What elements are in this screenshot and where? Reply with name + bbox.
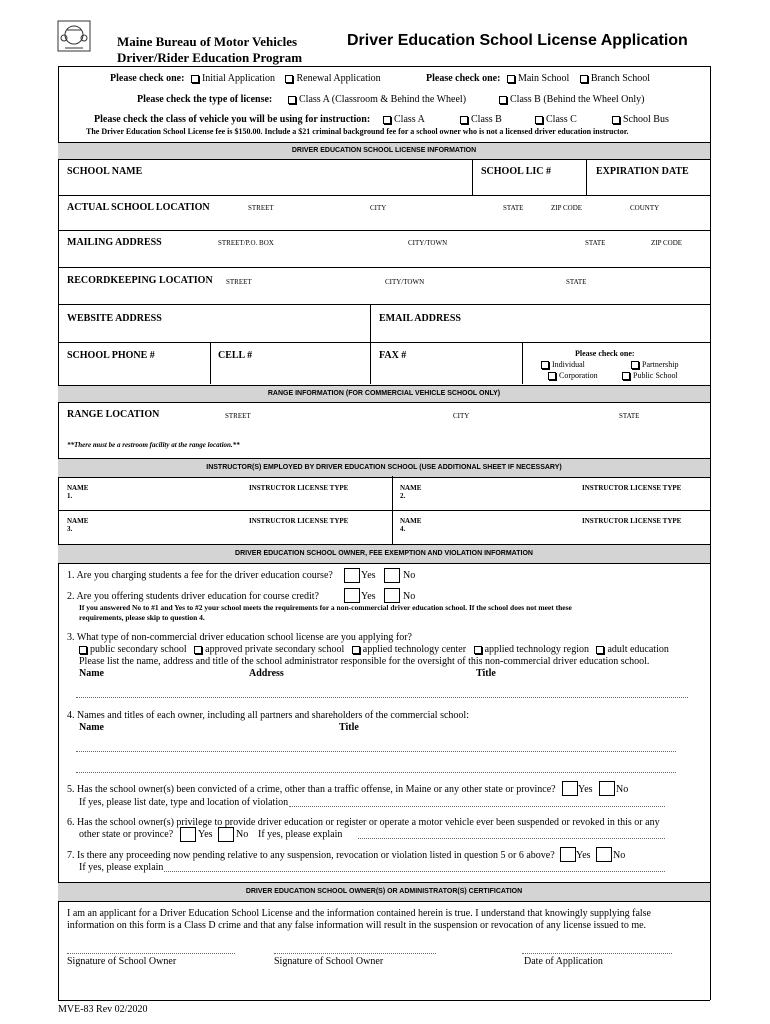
- class-b-type-label: Class B (Behind the Wheel Only): [510, 94, 645, 105]
- form-id: MVE-83 Rev 02/2020: [58, 1004, 148, 1015]
- q7-explain-line[interactable]: [164, 871, 665, 872]
- school-lic-label: SCHOOL LIC #: [481, 166, 552, 177]
- instructor-3-license-label: INSTRUCTOR LICENSE TYPE: [249, 517, 349, 525]
- q7-no-checkbox[interactable]: [596, 847, 612, 862]
- question-3: 3. What type of non-commercial driver education school license are you applying for?: [67, 632, 412, 643]
- q3-option-4: applied technology region: [484, 644, 589, 655]
- program-name: Driver/Rider Education Program: [117, 50, 303, 65]
- partnership-checkbox[interactable]: [631, 361, 639, 369]
- renewal-application-checkbox[interactable]: [285, 75, 293, 83]
- recordkeeping-field[interactable]: [58, 268, 710, 304]
- mailing-address-field[interactable]: [58, 231, 710, 267]
- q6-explain-line[interactable]: [358, 838, 665, 839]
- adult-education-checkbox[interactable]: [596, 646, 604, 654]
- signature-label-1: Signature of School Owner: [67, 956, 177, 967]
- q4-title-label: Title: [339, 722, 359, 733]
- q3-option-5: adult education: [607, 644, 669, 655]
- question-5: 5. Has the school owner(s) been convicted of a crime, other than a traffic offense, in Maine or any other state or province?: [67, 784, 556, 795]
- q7-if-yes-label: If yes, please explain: [79, 862, 164, 873]
- q5-no-label: No: [616, 784, 629, 795]
- q2-note-line-1: If you answered No to #1 and Yes to #2 your school meets the requirements for a non-commercial driver education school. If the school does not meet these: [79, 603, 572, 612]
- question-6-line-2: other state or province?: [79, 829, 174, 840]
- question-1: 1. Are you charging students a fee for the driver education course?: [67, 570, 333, 581]
- instructor-4-number: 4.: [400, 525, 406, 533]
- school-phone-label: SCHOOL PHONE #: [67, 350, 155, 361]
- range-location-label: RANGE LOCATION: [67, 409, 160, 420]
- cell-label: CELL #: [218, 350, 253, 361]
- q2-no-checkbox[interactable]: [384, 588, 400, 603]
- q3-options: [79, 644, 669, 655]
- main-school-checkbox[interactable]: [507, 75, 515, 83]
- main-school-label: Main School: [517, 73, 570, 84]
- q6-yes-label: Yes: [198, 829, 213, 840]
- instructors-header: INSTRUCTOR(S) EMPLOYED BY DRIVER EDUCATION SCHOOL (USE ADDITIONAL SHEET IF NECESSARY): [58, 458, 710, 478]
- actual-location-field[interactable]: [58, 196, 710, 230]
- school-name-label: SCHOOL NAME: [67, 166, 143, 177]
- fax-label: FAX #: [379, 350, 407, 361]
- q4-owner-line-1[interactable]: [76, 751, 676, 752]
- public-school-label: Public School: [633, 371, 678, 380]
- actual-street-label: STREET: [248, 204, 274, 212]
- email-field[interactable]: [371, 305, 710, 342]
- mailing-address-label: MAILING ADDRESS: [67, 237, 162, 248]
- actual-city-label: CITY: [370, 204, 387, 212]
- agency-name: Maine Bureau of Motor Vehicles: [117, 34, 298, 49]
- actual-location-label: ACTUAL SCHOOL LOCATION: [67, 202, 210, 213]
- license-type-row: [137, 94, 272, 105]
- owner-signature-line-2[interactable]: [274, 953, 436, 954]
- record-city-label: CITY/TOWN: [385, 278, 425, 286]
- check-one-label-2: Please check one:: [426, 73, 501, 84]
- q3-administrator-line[interactable]: [76, 697, 688, 698]
- instructor-1-license-label: INSTRUCTOR LICENSE TYPE: [249, 484, 349, 492]
- class-a-type-label: Class A (Classroom & Behind the Wheel): [299, 94, 467, 105]
- instructor-2-license-label: INSTRUCTOR LICENSE TYPE: [582, 484, 682, 492]
- website-field[interactable]: [58, 305, 370, 342]
- applied-tech-region-checkbox[interactable]: [474, 646, 482, 654]
- q1-yes-checkbox[interactable]: [344, 568, 360, 583]
- class-c-label: Class C: [546, 114, 577, 125]
- actual-county-label: COUNTY: [630, 204, 660, 212]
- ownership-check-one-label: Please check one:: [575, 349, 635, 358]
- certification-header: DRIVER EDUCATION SCHOOL OWNER(S) OR ADMINISTRATOR(S) CERTIFICATION: [58, 882, 710, 902]
- class-b-label: Class B: [471, 114, 502, 125]
- instructor-4-name-label: NAME: [400, 517, 422, 525]
- q5-if-yes-label: If yes, please list date, type and location of violation: [79, 797, 289, 808]
- public-school-checkbox[interactable]: [622, 372, 630, 380]
- owner-signature-line-1[interactable]: [67, 953, 235, 954]
- check-one-label: Please check one:: [110, 73, 185, 84]
- initial-application-checkbox[interactable]: [191, 75, 199, 83]
- recordkeeping-label: RECORDKEEPING LOCATION: [67, 275, 213, 286]
- q3-option-1: public secondary school: [90, 644, 187, 655]
- instructor-4-license-label: INSTRUCTOR LICENSE TYPE: [582, 517, 682, 525]
- instructor-2-name-label: NAME: [400, 484, 422, 492]
- q4-name-label: Name: [79, 722, 104, 733]
- question-7: 7. Is there any proceeding now pending relative to any suspension, revocation or violation listed in question 5 or 6 above?: [67, 850, 555, 861]
- range-street-label: STREET: [225, 412, 251, 420]
- partnership-label: Partnership: [642, 360, 679, 369]
- email-label: EMAIL ADDRESS: [379, 313, 461, 324]
- q1-no-label: No: [403, 570, 416, 581]
- school-bus-label: School Bus: [623, 114, 669, 125]
- mailing-state-label: STATE: [585, 239, 606, 247]
- range-info-header: RANGE INFORMATION (FOR COMMERCIAL VEHICLE SCHOOL ONLY): [58, 385, 710, 403]
- q3-title-label: Title: [476, 668, 496, 679]
- instructor-1-name-label: NAME: [67, 484, 89, 492]
- instructor-1-number: 1.: [67, 492, 73, 500]
- actual-zip-label: ZIP CODE: [551, 204, 583, 212]
- instructor-3-number: 3.: [67, 525, 73, 533]
- mailing-city-label: CITY/TOWN: [408, 239, 448, 247]
- mailing-zip-label: ZIP CODE: [651, 239, 683, 247]
- certification-text-1: I am an applicant for a Driver Education School License and the information contained herein is true. I understand that knowingly supplying false: [67, 908, 651, 919]
- class-b-checkbox[interactable]: [460, 116, 468, 124]
- range-state-label: STATE: [619, 412, 640, 420]
- q1-yes-label: Yes: [361, 570, 376, 581]
- class-a-checkbox[interactable]: [383, 116, 391, 124]
- question-2: 2. Are you offering students driver education for course credit?: [67, 591, 319, 602]
- q2-yes-checkbox[interactable]: [344, 588, 360, 603]
- q5-explain-line[interactable]: [289, 806, 665, 807]
- signature-label-2: Signature of School Owner: [274, 956, 384, 967]
- fee-note: The Driver Education School License fee is $150.00. Include a $21 criminal background fee for a school owner who is not a licensed driver education instructor.: [86, 127, 629, 136]
- website-label: WEBSITE ADDRESS: [67, 313, 162, 324]
- question-4: 4. Names and titles of each owner, including all partners and shareholders of the commercial school:: [67, 710, 469, 721]
- q5-yes-checkbox[interactable]: [562, 781, 578, 796]
- range-location-field[interactable]: [58, 402, 710, 432]
- q5-yes-label: Yes: [578, 784, 593, 795]
- q3-list-instruction: Please list the name, address and title of the school administrator responsible for the oversight of this non-commercial driver education school.: [79, 656, 650, 667]
- school-name-field[interactable]: [58, 159, 710, 195]
- q2-yes-label: Yes: [361, 591, 376, 602]
- individual-label: Individual: [552, 360, 585, 369]
- class-a-label: Class A: [394, 114, 425, 125]
- mailing-street-label: STREET/P.O. BOX: [218, 239, 274, 247]
- school-bus-checkbox[interactable]: [612, 116, 620, 124]
- branch-school-checkbox[interactable]: [580, 75, 588, 83]
- q3-name-label: Name: [79, 668, 104, 679]
- form-title: Driver Education School License Application: [347, 32, 688, 49]
- class-a-type-checkbox[interactable]: [288, 96, 296, 104]
- question-6-line-1: 6. Has the school owner(s) privilege to provide driver education or register or operate a motor vehicle ever been suspended or revoked in this or any: [67, 817, 660, 828]
- q7-yes-label: Yes: [576, 850, 591, 861]
- q3-address-label: Address: [249, 668, 284, 679]
- license-info-header: DRIVER EDUCATION SCHOOL LICENSE INFORMATION: [58, 142, 710, 160]
- school-type-row: [426, 73, 650, 84]
- q7-yes-checkbox[interactable]: [560, 847, 576, 862]
- vehicle-class-label: Please check the class of vehicle you will be using for instruction:: [94, 114, 371, 125]
- application-type-row: [110, 73, 381, 84]
- private-secondary-checkbox[interactable]: [194, 646, 202, 654]
- q3-option-3: applied technology center: [362, 644, 467, 655]
- license-type-label: Please check the type of license:: [137, 94, 273, 105]
- branch-school-label: Branch School: [590, 73, 650, 84]
- q6-yes-checkbox[interactable]: [180, 827, 196, 842]
- range-city-label: CITY: [453, 412, 470, 420]
- q3-option-2: approved private secondary school: [205, 644, 345, 655]
- record-street-label: STREET: [226, 278, 252, 286]
- owner-info-header: DRIVER EDUCATION SCHOOL OWNER, FEE EXEMPTION AND VIOLATION INFORMATION: [58, 544, 710, 564]
- q6-no-label: No: [236, 829, 249, 840]
- q2-no-label: No: [403, 591, 416, 602]
- initial-application-label: Initial Application: [201, 73, 275, 84]
- state-seal-icon: [55, 18, 93, 56]
- certification-text-2: information on this form is a Class D crime and that any false information will result in the suspension or revocation of any license issued to me.: [67, 920, 647, 931]
- applied-tech-center-checkbox[interactable]: [352, 646, 360, 654]
- individual-checkbox[interactable]: [541, 361, 549, 369]
- date-of-application-line[interactable]: [522, 953, 672, 954]
- instructor-3-name-label: NAME: [67, 517, 89, 525]
- q7-no-label: No: [613, 850, 626, 861]
- record-state-label: STATE: [566, 278, 587, 286]
- restroom-note: **There must be a restroom facility at the range location.**: [67, 441, 240, 449]
- actual-state-label: STATE: [503, 204, 524, 212]
- q2-note-line-2: requirements, please skip to question 4.: [79, 613, 205, 622]
- instructor-2-number: 2.: [400, 492, 406, 500]
- corporation-checkbox[interactable]: [548, 372, 556, 380]
- q4-owner-line-2[interactable]: [76, 772, 676, 773]
- class-b-type-checkbox[interactable]: [499, 96, 507, 104]
- renewal-application-label: Renewal Application: [296, 73, 381, 84]
- q6-no-checkbox[interactable]: [218, 827, 234, 842]
- expiration-date-label: EXPIRATION DATE: [596, 166, 689, 177]
- corporation-label: Corporation: [559, 371, 598, 380]
- class-c-checkbox[interactable]: [535, 116, 543, 124]
- date-label: Date of Application: [524, 956, 603, 967]
- q5-no-checkbox[interactable]: [599, 781, 615, 796]
- public-secondary-checkbox[interactable]: [79, 646, 87, 654]
- q6-if-yes-label: If yes, please explain: [258, 829, 343, 840]
- q1-no-checkbox[interactable]: [384, 568, 400, 583]
